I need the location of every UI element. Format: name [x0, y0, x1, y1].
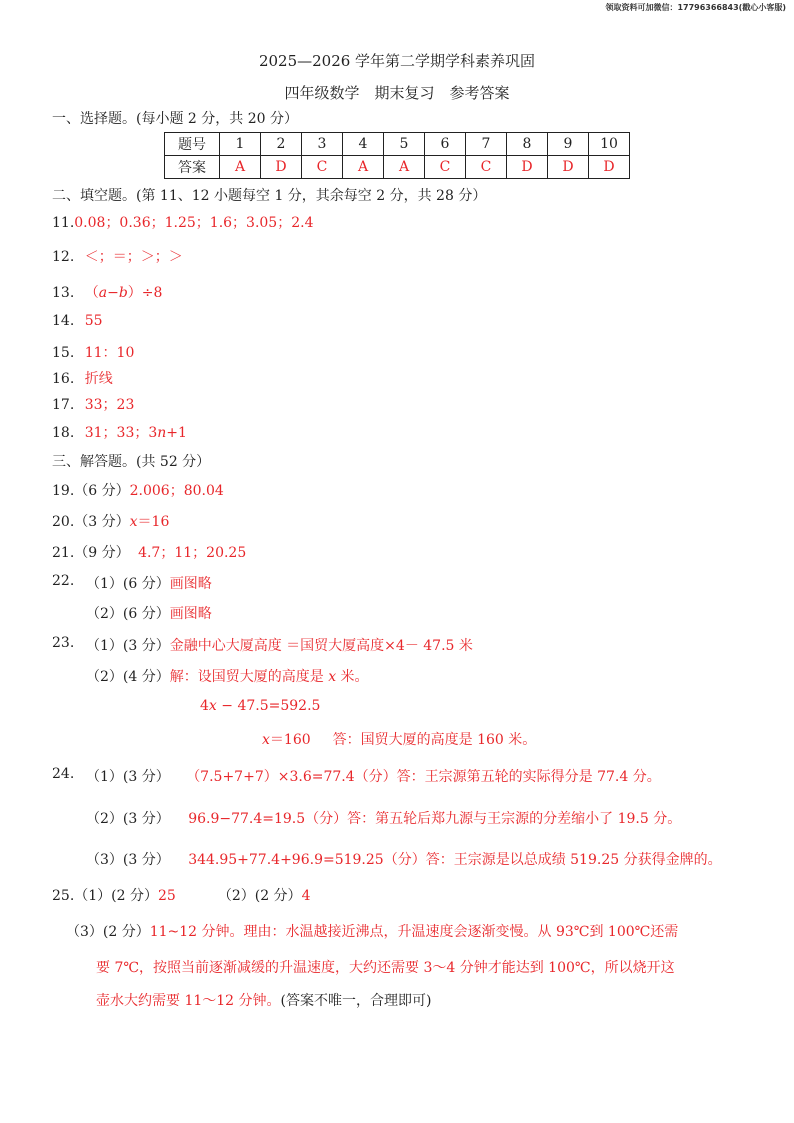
question-25-part-3-line-2: 要 7℃，按照当前逐渐减缓的升温速度，大约还需要 3～4 分钟才能达到 100℃，所以烧开这 [96, 960, 675, 976]
part-label: （1）(3 分） [86, 769, 170, 785]
table-cell-answer: D [548, 156, 589, 179]
table-cell-answer: D [261, 156, 302, 179]
question-12 [52, 246, 183, 266]
section-heading-fill: 二、填空题。(第 11、12 小题每空 1 分，其余每空 2 分，共 28 分） [52, 188, 487, 204]
part-label: （3）(2 分） [66, 924, 150, 940]
question-25-part-3-line-1 [66, 921, 678, 941]
question-19 [52, 480, 224, 500]
answer-text: 11：10 [84, 345, 135, 361]
table-cell-answer: A [343, 156, 384, 179]
table-cell: 2 [261, 133, 302, 156]
question-number: 20.（3 分） [52, 514, 130, 530]
question-number: 19.（6 分） [52, 483, 130, 499]
answer-text: 96.9−77.4=19.5（分）答：第五轮后郑九源与王宗源的分差缩小了 19.5 分。 [188, 811, 682, 827]
question-17 [52, 394, 134, 414]
table-header-cell: 答案 [165, 156, 220, 179]
question-11 [52, 212, 313, 232]
question-14 [52, 313, 103, 329]
question-20 [52, 511, 169, 531]
question-13 [52, 282, 162, 302]
part-label: （2）(2 分） [217, 888, 302, 904]
table-row-numbers [165, 133, 630, 156]
part-label: （1）(3 分） [86, 638, 170, 654]
question-number: 14. [52, 313, 75, 329]
table-cell-answer: A [384, 156, 425, 179]
part-label: （1）(2 分） [74, 888, 158, 904]
question-number: 25. [52, 888, 75, 904]
question-24-number: 24. [52, 766, 75, 782]
answer-text: 4 [301, 888, 311, 904]
answer-text: 解：设国贸大厦的高度是 x 米。 [169, 669, 369, 685]
table-cell: 1 [220, 133, 261, 156]
question-22-part-2 [86, 603, 212, 623]
answer-text: 344.95+77.4+96.9=519.25（分）答：王宗源是以总成绩 519.25 分获得金牌的。 [188, 852, 722, 868]
equation-line-1: 4x − 47.5=592.5 [200, 698, 321, 714]
equation-line-2: x＝160 答：国贸大厦的高度是 160 米。 [262, 732, 537, 748]
answer-text: x＝16 [129, 514, 170, 530]
table-cell-answer: C [302, 156, 343, 179]
answer-text: 折线 [84, 371, 113, 387]
question-number: 11. [52, 215, 75, 231]
document-subtitle: 四年级数学 期末复习 参考答案 [284, 84, 510, 102]
part-label: （3）(3 分） [86, 852, 170, 868]
answer-text: 55 [84, 313, 103, 329]
question-number: 12. [52, 249, 75, 265]
answer-text: 25 [158, 888, 176, 904]
question-23-number: 23. [52, 635, 75, 651]
section-heading-choice: 一、选择题。(每小题 2 分，共 20 分） [52, 111, 298, 127]
answer-text: 壶水大约需要 11～12 分钟。 [96, 993, 281, 1009]
table-cell: 4 [343, 133, 384, 156]
question-number: 16. [52, 371, 75, 387]
table-cell-answer: C [425, 156, 466, 179]
question-24-part-3 [86, 849, 722, 869]
answer-text: 2.006；80.04 [129, 483, 224, 499]
table-row-answers [165, 156, 630, 179]
answer-text: （a−b）÷8 [84, 285, 163, 301]
part-label: （2）(3 分） [86, 811, 170, 827]
answer-text: 画图略 [169, 576, 212, 592]
table-header-cell: 题号 [165, 133, 220, 156]
question-24-part-2 [86, 808, 681, 828]
question-number: 17. [52, 397, 75, 413]
answer-text: （7.5+7+7）×3.6=77.4（分）答：王宗源第五轮的实际得分是 77.4 分。 [186, 769, 661, 785]
answer-text: 33；23 [84, 397, 135, 413]
answer-text: 0.08；0.36；1.25；1.6；3.05；2.4 [74, 215, 314, 231]
question-number: 21.（9 分） [52, 545, 130, 561]
document-title: 2025—2026 学年第二学期学科素养巩固 [258, 52, 536, 70]
section-heading-solve: 三、解答题。(共 52 分） [52, 454, 211, 470]
question-22-part-1 [86, 573, 212, 593]
table-cell-answer: A [220, 156, 261, 179]
answer-text: 31；33；3n+1 [84, 425, 187, 441]
table-cell-answer: D [507, 156, 548, 179]
watermark-text: 领取资料可加微信：17796366843(戳心小客服) [605, 3, 786, 12]
part-label: （2）(4 分） [86, 669, 170, 685]
question-23-part-1 [86, 635, 473, 655]
answer-text: 11~12 分钟。理由：水温越接近沸点，升温速度会逐渐变慢。从 93℃到 100℃还需 [149, 924, 679, 940]
table-cell: 9 [548, 133, 589, 156]
part-label: （1）(6 分） [86, 576, 170, 592]
table-cell: 6 [425, 133, 466, 156]
answer-text: 4.7；11；20.25 [138, 545, 247, 561]
table-cell: 10 [589, 133, 630, 156]
answer-text: 画图略 [169, 606, 212, 622]
table-cell: 3 [302, 133, 343, 156]
table-cell: 7 [466, 133, 507, 156]
question-23-part-2 [86, 666, 369, 686]
question-25-row [52, 885, 310, 905]
question-25-part-3-line-3 [96, 990, 431, 1010]
part-label: （2）(6 分） [86, 606, 170, 622]
answer-table [164, 132, 630, 179]
table-cell-answer: C [466, 156, 507, 179]
table-cell-answer: D [589, 156, 630, 179]
question-number: 15. [52, 345, 75, 361]
answer-text: ＜；＝；＞；＞ [84, 249, 183, 265]
question-16 [52, 368, 113, 388]
answer-note: (答案不唯一，合理即可) [280, 993, 432, 1009]
question-number: 13. [52, 285, 75, 301]
question-number: 18. [52, 425, 75, 441]
question-15 [52, 342, 134, 362]
table-cell: 5 [384, 133, 425, 156]
answer-text: 金融中心大厦高度 ＝国贸大厦高度×4－ 47.5 米 [169, 638, 473, 654]
question-18 [52, 422, 187, 442]
table-cell: 8 [507, 133, 548, 156]
question-21 [52, 542, 246, 562]
question-22-number: 22. [52, 573, 75, 589]
question-24-part-1 [86, 766, 661, 786]
